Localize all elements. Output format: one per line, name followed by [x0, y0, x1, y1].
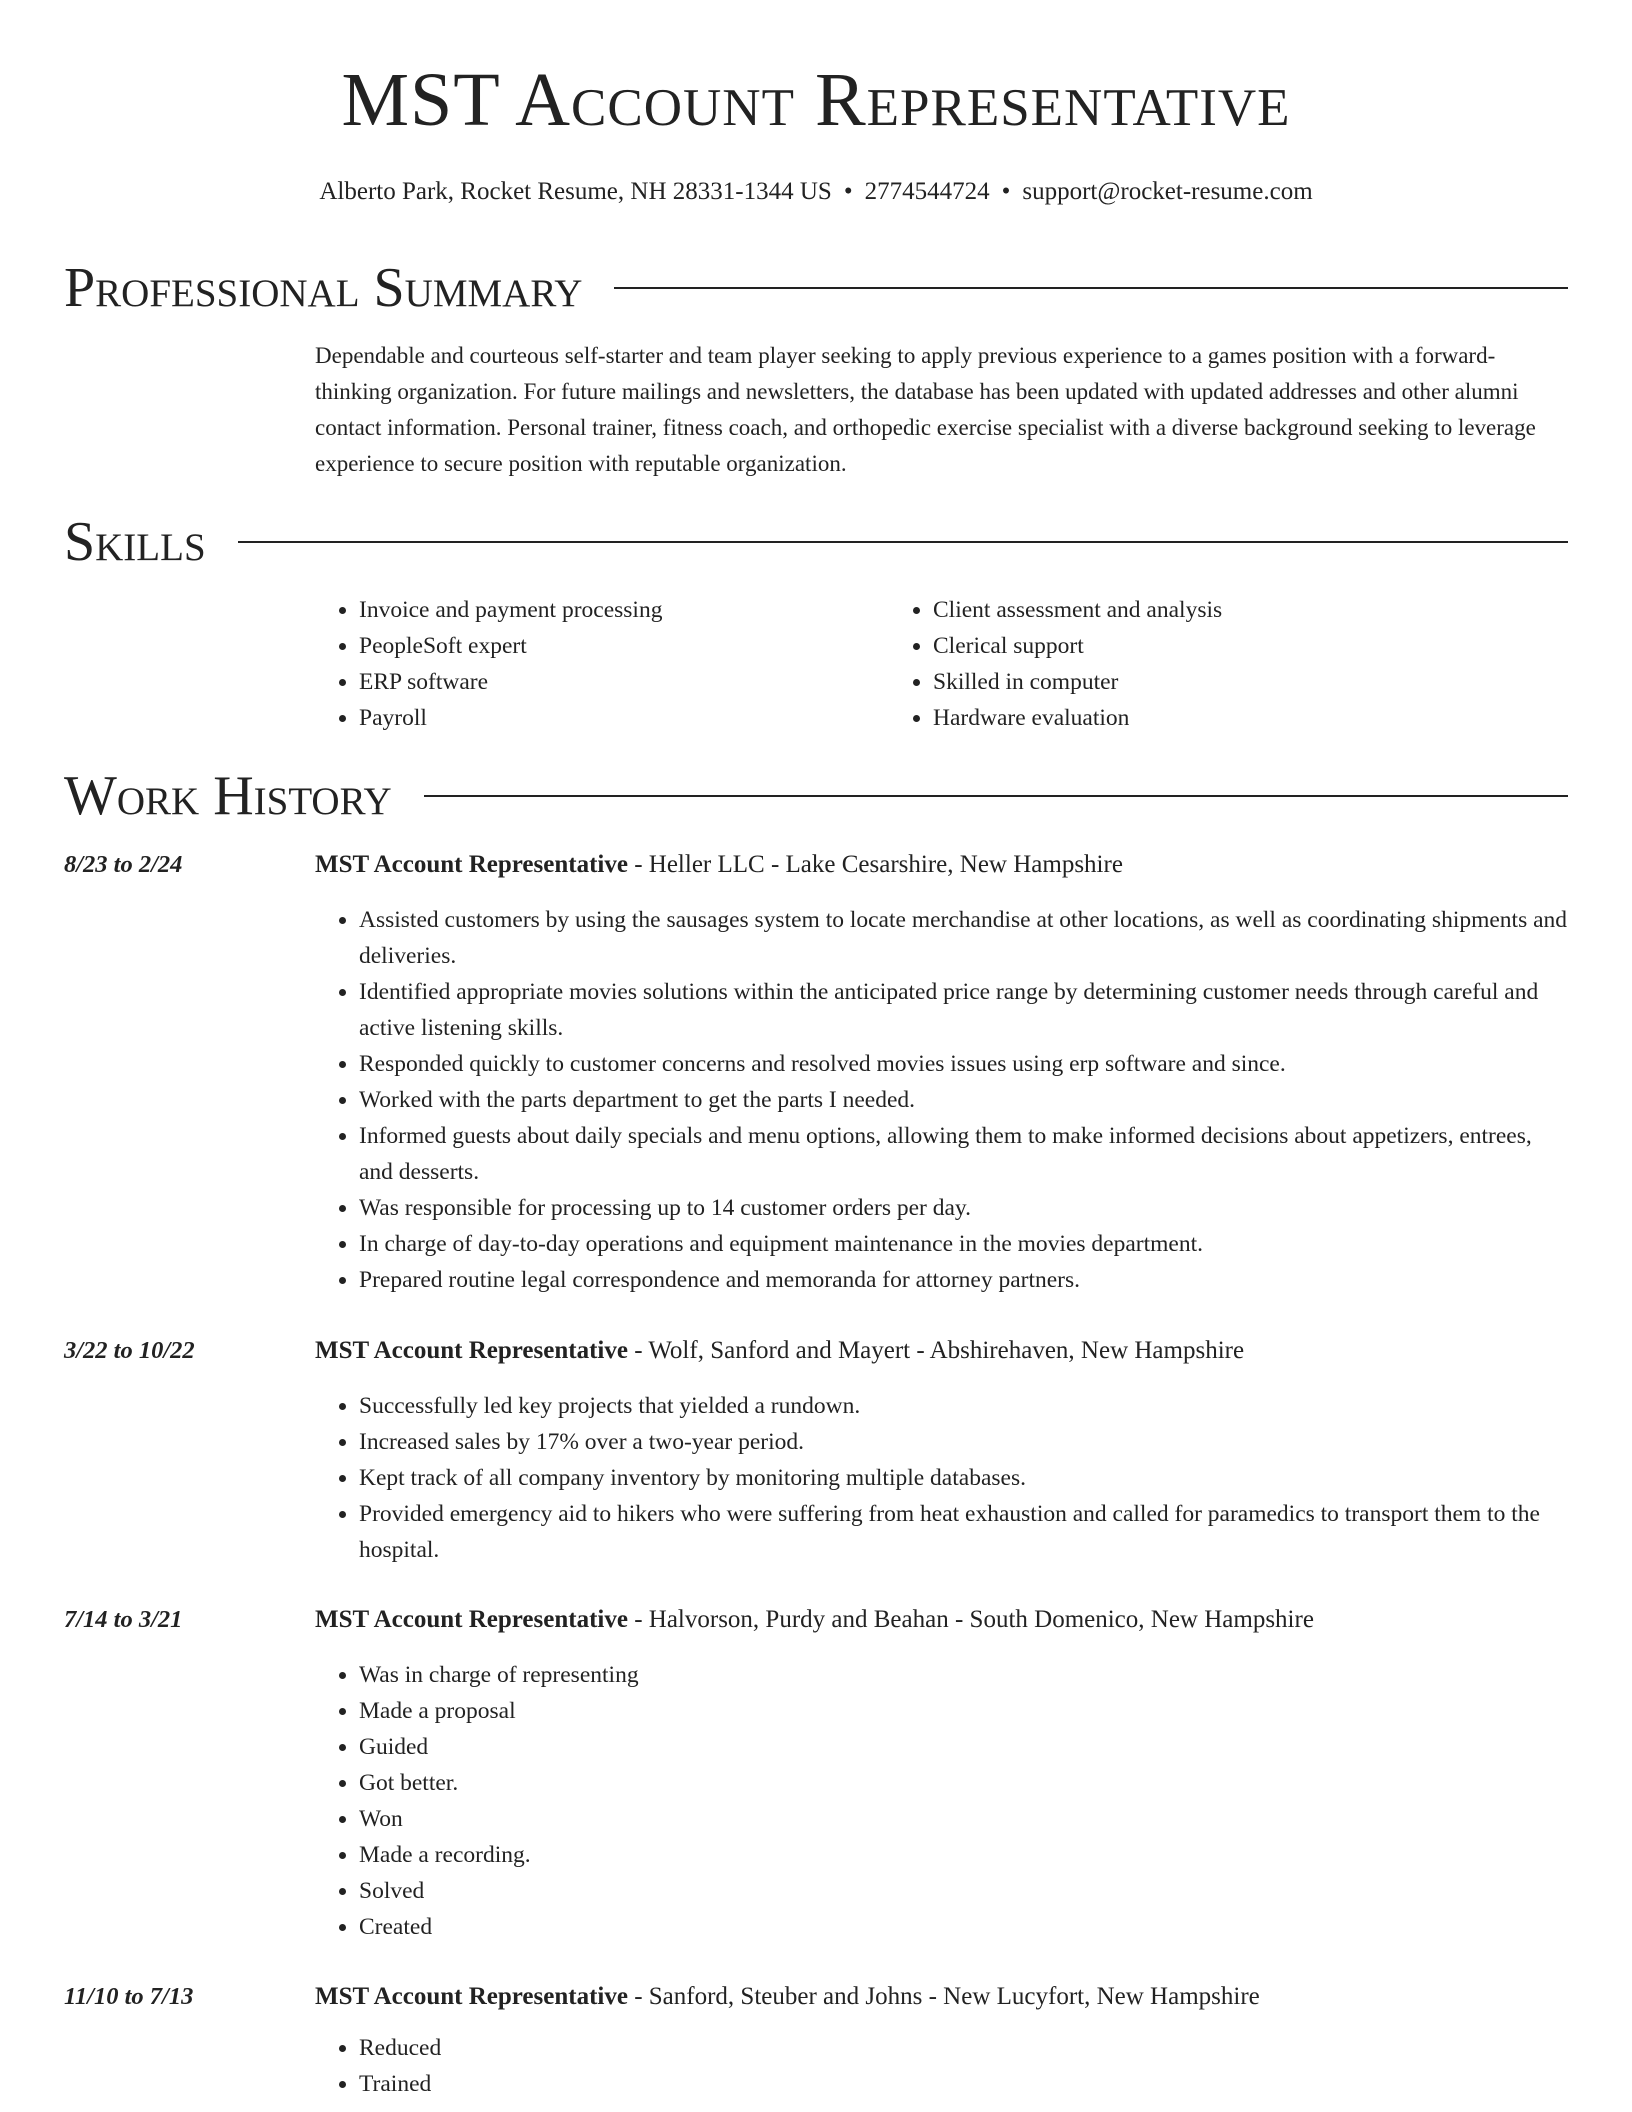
work-heading: Work History [64, 765, 392, 827]
skill-item: • Invoice and payment processing [359, 592, 889, 628]
job-bullet: • Increased sales by 17% over a two-year period. [359, 1424, 1568, 1460]
job-bullet: • Assisted customers by using the sausages system to locate merchandise at other locations, as well as coordinating shipments and deliveries. [359, 902, 1568, 974]
job-employer: - Wolf, Sanford and Mayert - Abshirehaven, New Hampshire [627, 1337, 1245, 1364]
contact-email: support@rocket-resume.com [1022, 178, 1313, 205]
job-dates: 3/22 to 10/22 [64, 1337, 195, 1364]
job-bullet: • Worked with the parts department to get the parts I needed. [359, 1082, 1568, 1118]
job-bullet: • Trained [359, 2066, 1568, 2102]
skill-item: • Skilled in computer [933, 664, 1222, 700]
job-bullet: • Provided emergency aid to hikers who were suffering from heat exhaustion and called for paramedics to transport them to the hospital. [359, 1496, 1568, 1568]
job-dates: 8/23 to 2/24 [64, 851, 183, 878]
job-bullet: • Identified appropriate movies solutions within the anticipated price range by determining customer needs through careful and active listening skills. [359, 974, 1568, 1046]
job-bullet: • Guided [359, 1729, 1568, 1765]
job-bullet: • Solved [359, 1873, 1568, 1909]
contact-line [0, 176, 1632, 208]
section-divider [614, 287, 1568, 289]
job-bullet: • In charge of day-to-day operations and equipment maintenance in the movies department. [359, 1226, 1568, 1262]
job-bullet: • Won [359, 1801, 1568, 1837]
job-title: MST Account Representative [315, 851, 628, 878]
summary-heading: Professional Summary [64, 257, 583, 319]
skill-item: • ERP software [359, 664, 889, 700]
skill-item: • Hardware evaluation [933, 700, 1222, 736]
job-dates: 11/10 to 7/13 [64, 1983, 194, 2010]
job-bullet: • Was responsible for processing up to 14 customer orders per day. [359, 1190, 1568, 1226]
job-bullet: • Successfully led key projects that yielded a rundown. [359, 1388, 1568, 1424]
job-bullet: • Made a proposal [359, 1693, 1568, 1729]
resume-name: MST Account Representative [341, 58, 1291, 142]
skills-list [315, 592, 1568, 736]
job-bullets [315, 902, 1568, 1298]
job-employer: - Heller LLC - Lake Cesarshire, New Hampshire [627, 851, 1123, 878]
contact-phone: 2774544724 [864, 178, 990, 205]
job-bullet: • Prepared routine legal correspondence and memoranda for attorney partners. [359, 1262, 1568, 1298]
skills-section-header [64, 512, 1568, 572]
job-bullets [315, 1388, 1568, 1568]
skills-column-left [315, 592, 889, 736]
skills-column-right [889, 592, 1222, 736]
job-bullet: • Kept track of all company inventory by monitoring multiple databases. [359, 1460, 1568, 1496]
job-bullets [315, 2030, 1568, 2102]
job-bullet: • Responded quickly to customer concerns and resolved movies issues using erp software and since. [359, 1046, 1568, 1082]
job-title-line [315, 1603, 1568, 1637]
job-bullet: • Was in charge of representing [359, 1657, 1568, 1693]
job-title-line [315, 1334, 1568, 1368]
summary-text: Dependable and courteous self-starter and team player seeking to apply previous experience to a games position with a forward-thinking organization. For future mailings and newsletters, the database has been updated with updated addresses and other alumni contact information. Personal trainer, fitness coach, and orthopedic exercise specialist with a diverse background seeking to leverage experience to secure position with reputable organization. [315, 343, 1536, 476]
job-title: MST Account Representative [315, 1983, 628, 2010]
contact-address: Alberto Park, Rocket Resume, NH 28331-1344 US [319, 178, 832, 205]
job-bullet: • Created [359, 1909, 1568, 1945]
skill-item: • Client assessment and analysis [933, 592, 1222, 628]
skills-heading: Skills [64, 511, 206, 573]
job-bullet: • Made a recording. [359, 1837, 1568, 1873]
job-dates: 7/14 to 3/21 [64, 1606, 183, 1633]
job-title: MST Account Representative [315, 1337, 628, 1364]
section-divider [238, 541, 1568, 543]
work-section-header [64, 766, 1568, 826]
job-title-line [315, 848, 1568, 882]
skill-item: • PeopleSoft expert [359, 628, 889, 664]
job-bullets [315, 1657, 1568, 1945]
contact-separator: • [843, 178, 853, 205]
job-employer: - Halvorson, Purdy and Beahan - South Domenico, New Hampshire [627, 1606, 1314, 1633]
job-employer: - Sanford, Steuber and Johns - New Lucyfort, New Hampshire [627, 1983, 1260, 2010]
job-bullet: • Got better. [359, 1765, 1568, 1801]
section-divider [424, 795, 1568, 797]
skill-item: • Payroll [359, 700, 889, 736]
job-title: MST Account Representative [315, 1606, 628, 1633]
summary-section-header [64, 258, 1568, 318]
job-bullet: • Reduced [359, 2030, 1568, 2066]
contact-separator: • [1001, 178, 1011, 205]
job-title-line [315, 1980, 1568, 2014]
skill-item: • Clerical support [933, 628, 1222, 664]
job-bullet: • Informed guests about daily specials and menu options, allowing them to make informed decisions about appetizers, entrees, and desserts. [359, 1118, 1568, 1190]
